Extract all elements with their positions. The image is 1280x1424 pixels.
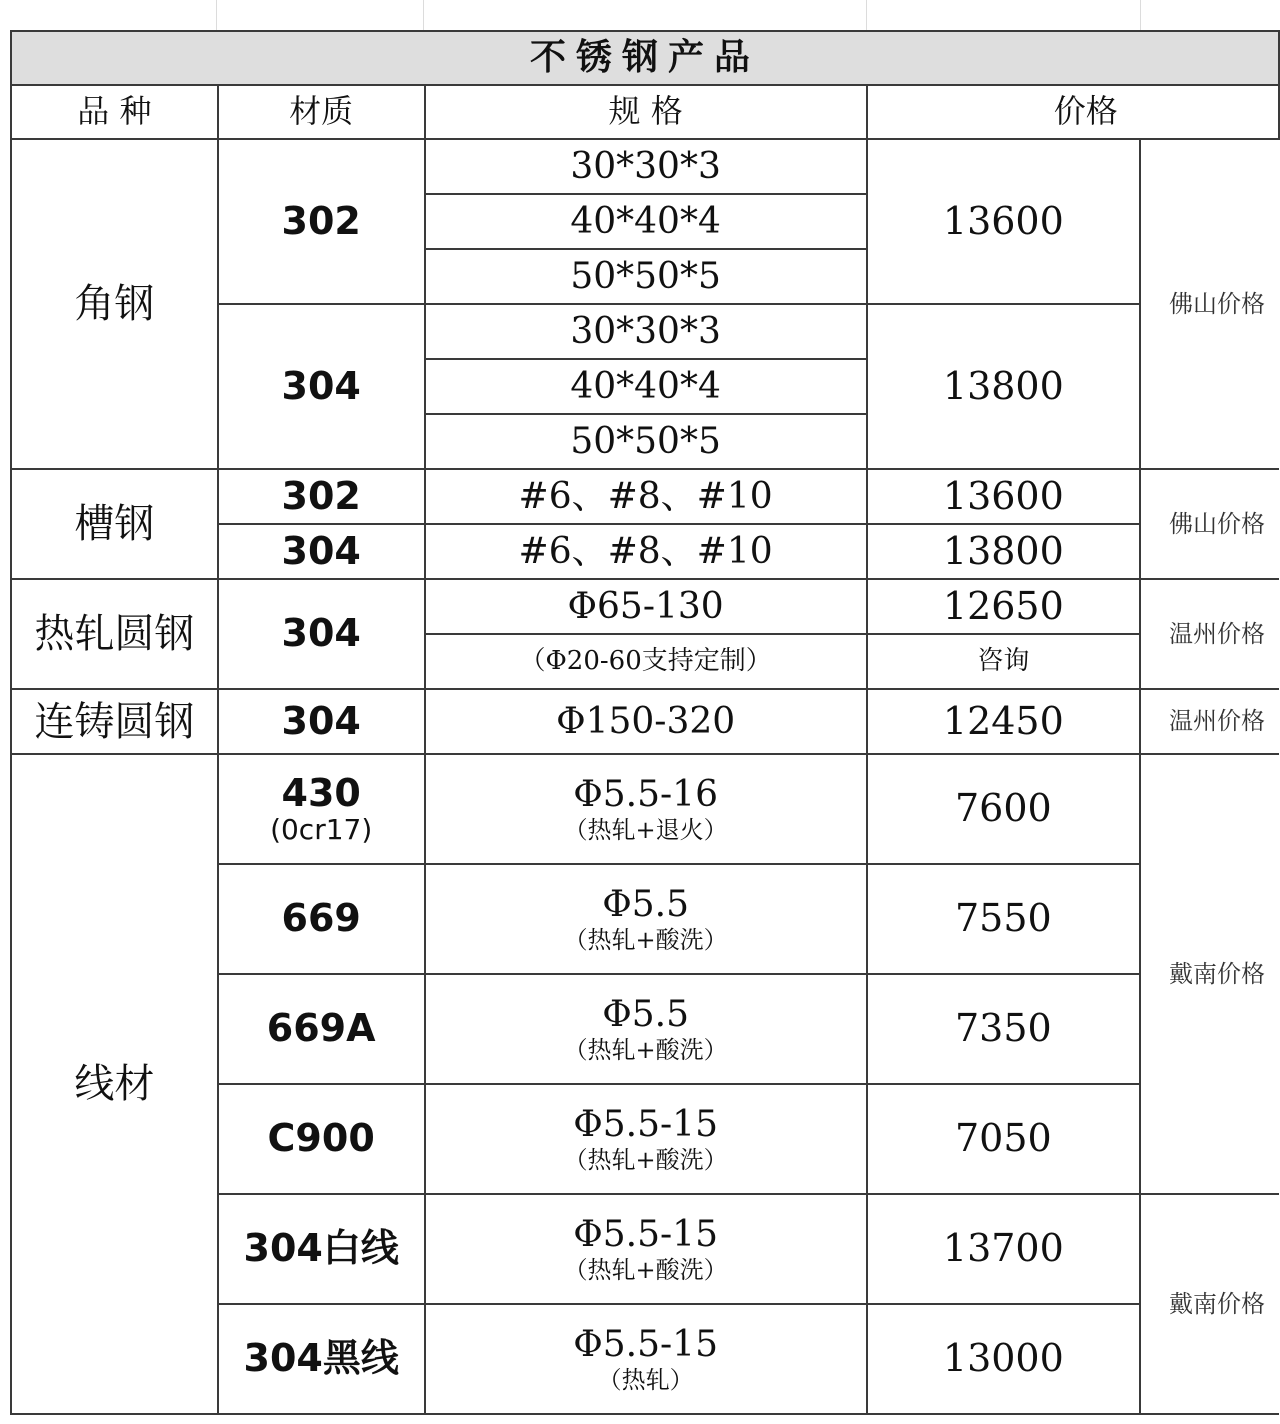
spec-cell: 50*50*5: [425, 414, 867, 469]
spec-value: Φ5.5-15: [573, 1104, 718, 1145]
price-cell: 13800: [867, 304, 1140, 469]
material-cell: [218, 754, 425, 864]
price-cell: 12450: [867, 689, 1140, 754]
category-channel: 槽钢: [11, 469, 218, 579]
material-cell: 304: [218, 524, 425, 579]
spec-cell: 40*40*4: [425, 194, 867, 249]
price-cell: 13700: [867, 1194, 1140, 1304]
material-cell: 669: [218, 864, 425, 974]
spec-value: Φ5.5-15: [573, 1214, 718, 1255]
price-cell: 13000: [867, 1304, 1140, 1414]
spec-cell: [425, 754, 867, 864]
spec-note: （热轧+退火）: [563, 815, 728, 844]
material-cell: 302: [218, 469, 425, 524]
spec-cell: 30*30*3: [425, 304, 867, 359]
material-cell: C900: [218, 1084, 425, 1194]
spec-cell: [425, 1194, 867, 1304]
region-label: 戴南价格: [1140, 754, 1279, 1194]
region-label: 戴南价格: [1140, 1194, 1279, 1414]
spec-note: （热轧+酸洗）: [563, 1145, 728, 1174]
spec-note: （热轧+酸洗）: [563, 1035, 728, 1064]
spec-cell: [425, 1084, 867, 1194]
spec-note: （热轧）: [597, 1365, 694, 1394]
spec-cell: [425, 974, 867, 1084]
spec-note: （热轧+酸洗）: [563, 925, 728, 954]
material-cell: 302: [218, 139, 425, 304]
material-cell: 304: [218, 689, 425, 754]
price-cell: 7550: [867, 864, 1140, 974]
spec-cell: （Φ20-60支持定制）: [425, 634, 867, 689]
price-cell: 13600: [867, 469, 1140, 524]
spec-value: Φ5.5-16: [573, 774, 718, 815]
header-price: 价格: [867, 85, 1279, 139]
material-value: 430: [281, 770, 361, 815]
price-cell: 13800: [867, 524, 1140, 579]
spec-value: Φ5.5: [602, 994, 689, 1035]
category-hot-rolled: 热轧圆钢: [11, 579, 218, 689]
spec-value: Φ5.5: [602, 884, 689, 925]
spec-cell: Φ150-320: [425, 689, 867, 754]
category-angle: 角钢: [11, 139, 218, 469]
spec-cell: [425, 864, 867, 974]
table-title: 不锈钢产品: [11, 31, 1279, 85]
price-cell: 7600: [867, 754, 1140, 864]
material-cell: 304: [218, 304, 425, 469]
price-cell: 12650: [867, 579, 1140, 634]
material-cell: 304黑线: [218, 1304, 425, 1414]
spec-cell: #6、#8、#10: [425, 524, 867, 579]
spec-cell: Φ65-130: [425, 579, 867, 634]
spec-cell: 30*30*3: [425, 139, 867, 194]
spec-cell: 40*40*4: [425, 359, 867, 414]
sheet-gridlines: [0, 0, 1280, 30]
header-variety: 品 种: [11, 85, 218, 139]
material-cell: 304白线: [218, 1194, 425, 1304]
category-wire: 线材: [11, 754, 218, 1414]
material-sub: (0cr17): [270, 812, 373, 846]
spec-note: （热轧+酸洗）: [563, 1255, 728, 1284]
region-label: 佛山价格: [1140, 469, 1279, 579]
price-cell: 7050: [867, 1084, 1140, 1194]
header-material: 材质: [218, 85, 425, 139]
spec-value: Φ5.5-15: [573, 1324, 718, 1365]
price-cell: 13600: [867, 139, 1140, 304]
material-cell: 304: [218, 579, 425, 689]
spec-cell: 50*50*5: [425, 249, 867, 304]
material-cell: 669A: [218, 974, 425, 1084]
price-cell: 咨询: [867, 634, 1140, 689]
region-label: 温州价格: [1140, 689, 1279, 754]
header-spec: 规 格: [425, 85, 867, 139]
price-cell: 7350: [867, 974, 1140, 1084]
category-continuous: 连铸圆钢: [11, 689, 218, 754]
price-table: [10, 30, 1280, 1415]
region-label: 温州价格: [1140, 579, 1279, 689]
spec-cell: #6、#8、#10: [425, 469, 867, 524]
region-label: 佛山价格: [1140, 139, 1279, 469]
spec-cell: [425, 1304, 867, 1414]
